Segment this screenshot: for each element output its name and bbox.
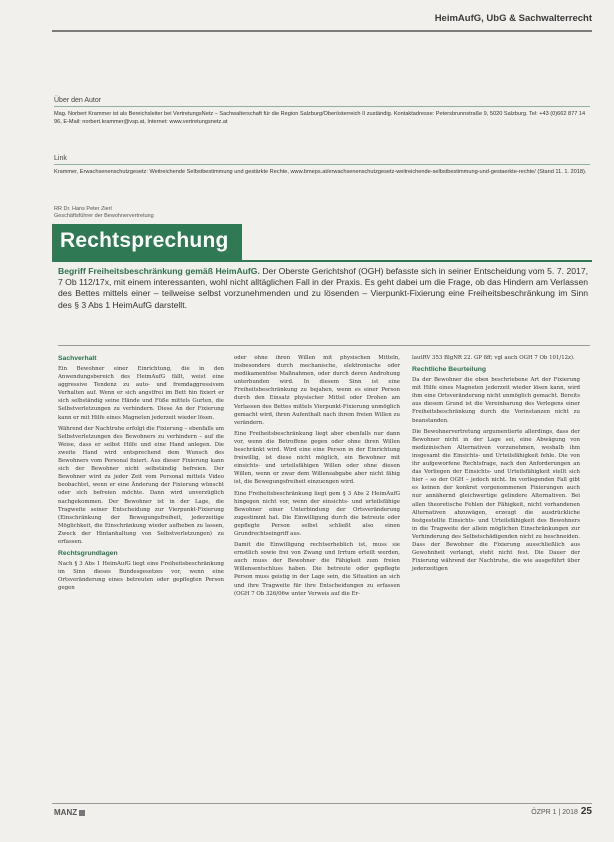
about-divider [54, 106, 590, 107]
page-footer [531, 806, 592, 817]
paragraph: Ein Bewohner einer Einrichtung, die in den Anwendungsbereich des HeimAufG fällt, weist eine aggressive Tendenz zu auto- und fremdaggressivem Verhalten auf. Wenn er sich angstfrei im Bett hin fixiert er sich selbständig seine Hände und Füße mittels Gurten, die Selbstverletzungen zu verhindern. Diese An der Fixierung kann er mit Hilfe eines Magneten jederzeit wieder lösen. [58, 366, 224, 421]
author-byline [54, 206, 154, 219]
page-number: 25 [580, 806, 592, 817]
journal-issue: ÖZPR 1 | 2018 [531, 809, 578, 816]
intro-lead: Begriff Freiheitsbeschränkung gemäß HeimAufG. [58, 266, 260, 276]
heading-rechtsgrundlagen: Rechtsgrundlagen [58, 550, 118, 558]
link-heading: Link [54, 155, 67, 162]
intro-paragraph [58, 266, 588, 311]
intro-text: Der Oberste Gerichtshof (OGH) befasste sich in seiner Entscheidung vom 5. 7. 2017, 7 Ob 112/17x, mit einem interessanten, wohl nicht alltäglichen Fall in der Praxis. Es geht dabei um die Frage, ob das Hindern am Verlassen des Bettes mittels einer – teilweise selbst vorzunehmenden und zu lösenden – Vierpunkt-Fixierung eine Freiheitsbeschränkung im Sinn des § 3 Abs 1 HeimAufG darstellt. [58, 266, 588, 310]
paragraph: Nach § 3 Abs 1 HeimAufG liegt eine Freiheitsbeschränkung im Sinn dieses Bundesgesetzes vor, wenn eine Ortsveränderung eines betreuten oder gepflegten Person gegen [58, 561, 224, 592]
heading-sachverhalt: Sachverhalt [58, 355, 97, 362]
column-2 [234, 354, 400, 601]
link-text: Krammer, Erwachsenenschutzgesetz: Weitreichende Selbstbestimmung und gestärkte Rechte, www.bmeps.at/erwachsenenschutzgesetz-weitreichende-selbstbestimmung-und-gestaerkte-rechte/ (Stand 11. 1. 2018). [54, 169, 587, 175]
footer-divider [52, 803, 592, 804]
paragraph: Da der Bewohner die oben beschriebene Art der Fixierung mit Hilfe eines Magneten jederzeit wieder lösen kann, wird ihm eine Ortsveränderung nicht unmöglich gemacht. Bereits aus diesem Grund ist die Vereinbarung des Verlegens einer Freiheitsbeschränkung durch die Vorinstanzen nicht zu beanstanden. [412, 377, 580, 424]
intro-divider [58, 345, 590, 346]
about-heading: Über den Autor [54, 97, 102, 104]
running-header: HeimAufG, UbG & Sachwalterrecht [434, 13, 592, 24]
author-name: RR Dr. Hans Peter Zierl [54, 206, 112, 212]
paragraph: Damit die Einwilligung rechtserheblich ist, muss sie ernstlich sowie frei von Zwang und Irrtum erteilt werden, auch muss der Bewohner die Fähigkeit zum freien Willensentschluss haben. Die betreute oder gepflegte Person muss geistig in der Lage sein, die Situation an sich und ihre Tragweite für ihre Entscheidungen zu erfassen (OGH 7 Ob 326/06w unter Verweis auf die Er- [234, 542, 400, 597]
paragraph: oder ohne ihren Willen mit physischen Mitteln, insbesondere durch mechanische, elektronische oder medikamentöse Maßnahmen, oder durch deren Androhung unterbunden wird. In diesem Sinn ist eine Freiheitsbeschränkung zu bejahen, wenn es einer Person durch den Einsatz physischer Mittel oder Drohen am Verlassen des Bettes mittels Vierpunkt-Fixierung unmöglich gemacht wird, ihren Aufenthalt nach ihrem freien Willen zu verändern. [234, 355, 400, 426]
header-divider [52, 30, 592, 32]
about-text: Mag. Norbert Krammer ist als Bereichsleiter bei VertretungsNetz – Sachwalterschaft für die Region Salzburg/Oberösterreich II zuständig. Kontaktadresse: Petersbrunnstraße 9, 5020 Salzburg. Tel: +43 (0)662 877 14 96, E-Mail: norbert.krammer@vsp.at, Internet: www.vertretungsnetz.at [54, 111, 586, 126]
link-divider [54, 164, 590, 165]
paragraph: Während der Nachtruhe erfolgt die Fixierung – ebenfalls um Selbstverletzungen des Bewohners zu verhindern – auf die Weise, dass er selbst Hilfe und eine Hand anlegen. Die zweite Hand wird entsprechend dem Wunsch des Bewohners vom Personal fixiert. Aus dieser Fixierung kann sich der Bewohner nicht selbständig befreien. Der Bewohner wird zu jeder Zeit vom Personal mittels Video beobachtet, wenn er eine Änderung der Fixierung wünscht oder sich befreien möchte. Dann wird unverzüglich nachgekommen. Der Bewohner ist in der Lage, die Tragweite seiner Entscheidung zur Vierpunkt-Fixierung (Einschränkung der Bewegungsfreiheit, jederzeitige Möglichkeit, die Einschränkung wieder aufheben zu lassen, Zweck der Hintanhaltung von Selbstverletzungen) zu erfassen. [58, 425, 224, 545]
paragraph: Die Bewohnervertretung argumentierte allerdings, dass der Bewohner nicht in der Lage sei, eine Abwägung von medizinischen Alternativen vorzunehmen, weshalb ihm insgesamt die Einsichts- und Urteilsfähigkeit fehle. Die von ihr aufgeworfene Rechtsfrage, nach den Anforderungen an das Vorliegen der Einsichts- und Urteilsfähigkeit stellt sich hier – so der OGH – jedoch nicht. Im vorliegenden Fall gibt es keinen der konkret vorgenommenen Fixierungen auch nur annähernd gleichwertige gelindere Alternativen. Bei allen theoretische Fehlen der Fähigkeit, nicht vorhandenen Alternativen abzuwägen, erzeugt die ausdrückliche festgestellte Einsichts- und Urteilsfähigkeit des Bewohners in die Tragweite der allein möglichen Einschränkungen zur Verhinderung des Selbstschädigenden nicht zu beschneiden. Dass der Bewohner die Fixierung ausschließlich aus Gewohnheit verlangt, steht nicht fest. Die Dauer der Fixierung während der Nachtruhe, die wie ausgeführt über jederzeitigen [412, 428, 580, 573]
column-1 [58, 354, 224, 595]
paragraph: Eine Freiheitsbeschränkung liegt gem § 3 Abs 2 HeimAufG hingegen nicht vor, wenn der einsichts- und urteilsfähige Bewohner einer Unterbindung der Ortsveränderung zugestimmt hat. Die Einwilligung durch die betreute oder gepflegte Person selbst schließt also einen Grundrechtseingriff aus. [234, 490, 400, 537]
publisher-name: MANZ [54, 808, 78, 817]
publisher-mark-icon [79, 810, 85, 816]
paragraph: lautRV 353 BlgNR 22. GP 8ff; vgl auch OGH 7 Ob 101/12z). [412, 355, 575, 361]
author-role: Geschäftsführer der Bewohnervertretung [54, 212, 154, 219]
heading-rechtliche-beurteilung: Rechtliche Beurteilung [412, 366, 487, 374]
column-3 [412, 354, 580, 576]
banner-divider [242, 260, 592, 262]
section-title: Rechtsprechung [60, 229, 229, 252]
paragraph: Eine Freiheitsbeschränkung liegt aber ebenfalls nur dann vor, wenn die Betroffene gegen oder ohne ihren Willen beschränkt wird. Wird eine eine Person in der Einrichtung freiwillig, ist diese nicht möglich, ein Bewohner mit einsichts- und urteilsfähigen Willen oder ohne diesen Willen, wenn er zwar dem Willensabgabe aber nicht fähig ist, die Bewegungsfreiheit einzuengen wird. [234, 430, 400, 486]
publisher-logo [54, 808, 85, 817]
